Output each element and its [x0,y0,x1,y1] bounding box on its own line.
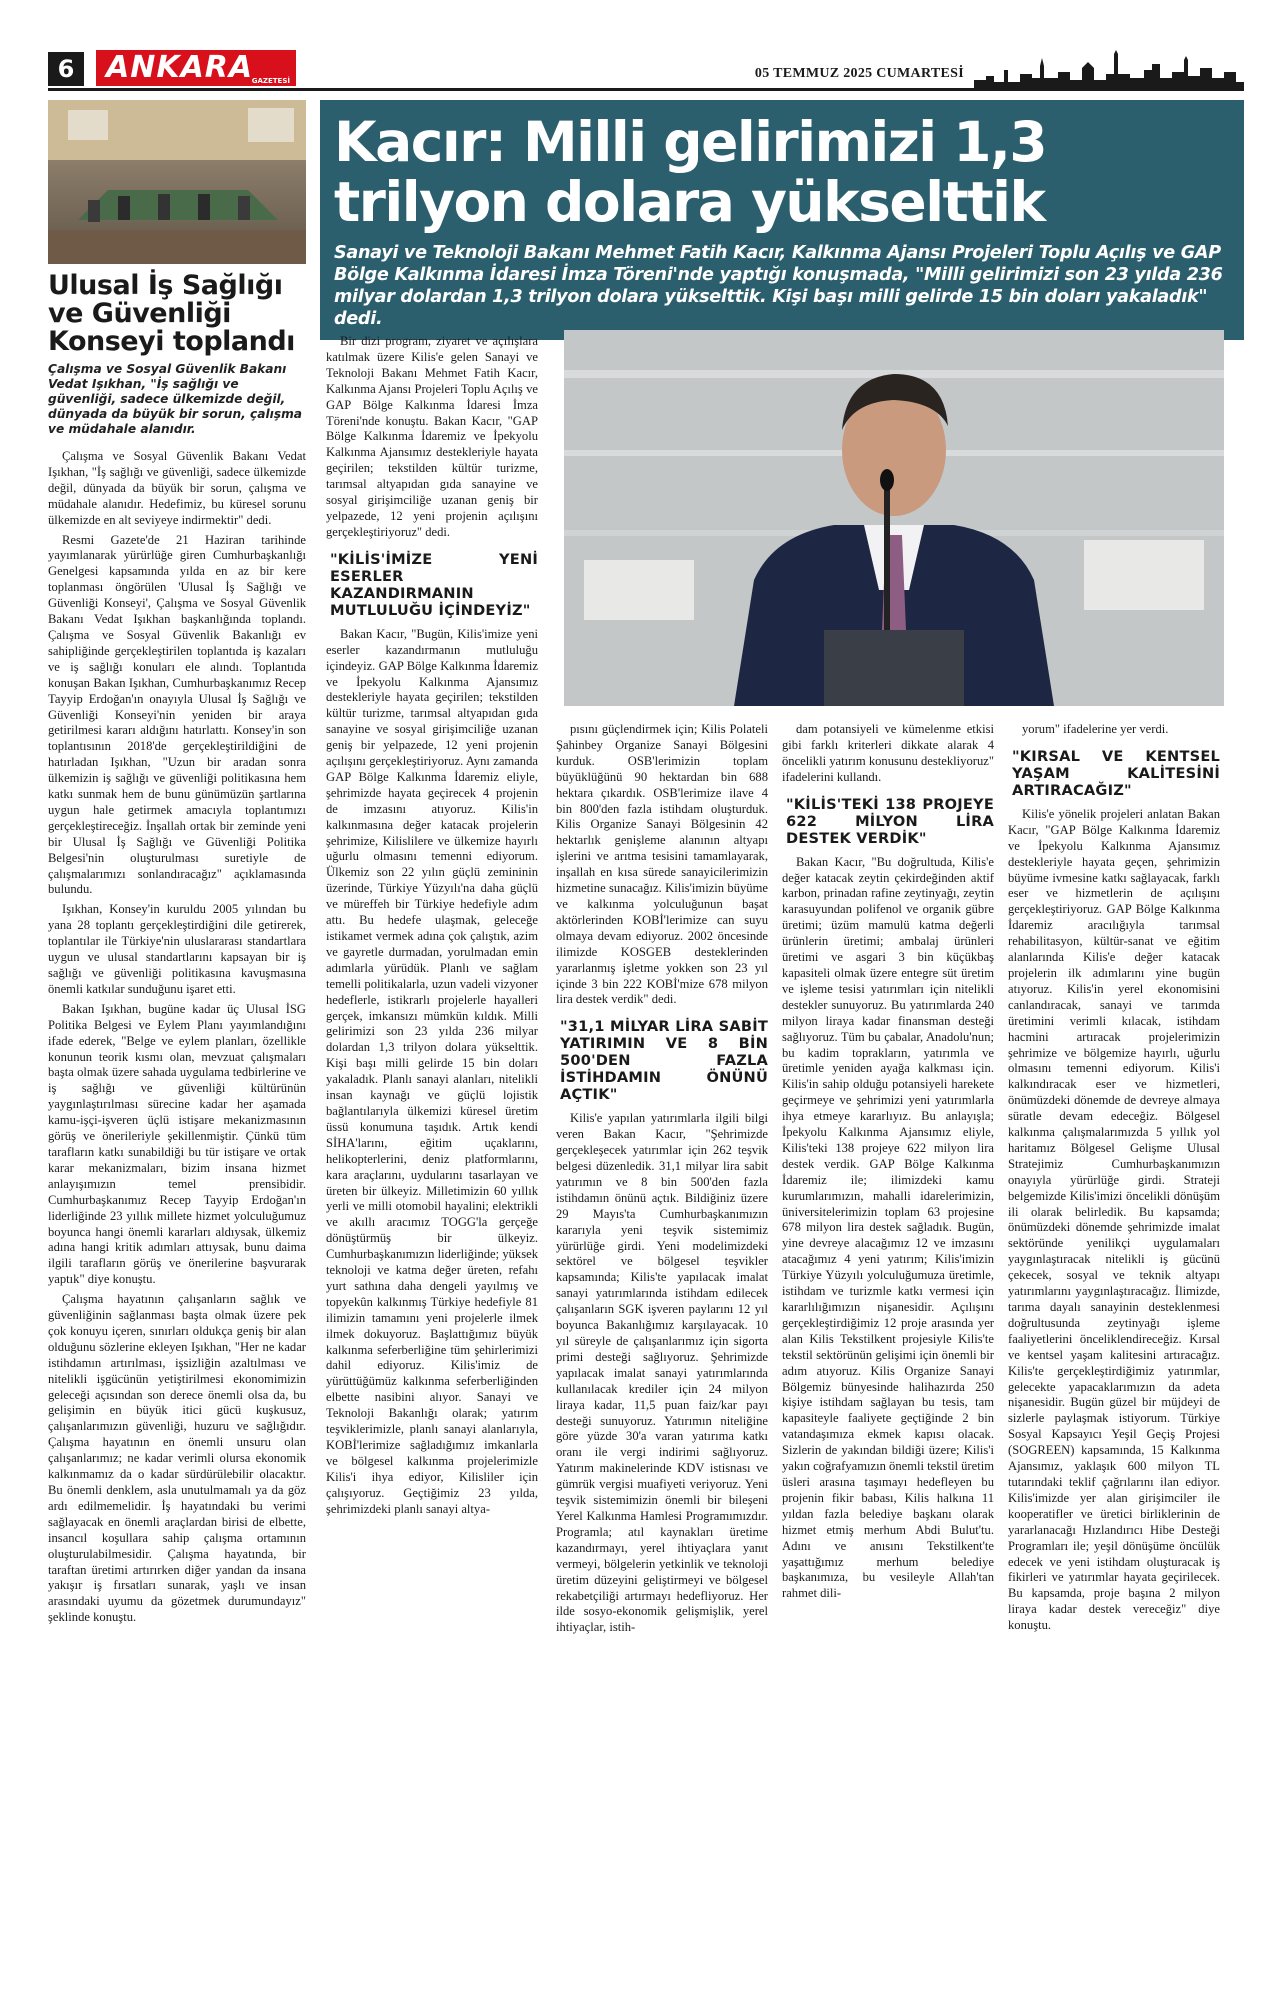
column-paragraph: Bakan Kacır, "Bugün, Kilis'imize yeni eserler kazandırmanın mutluluğu içindeyiz. GAP Bölge Kalkınma İdaremiz ve İpekyolu Kalkınma Ajansımız destekleriyle hayata geçirilen; tekstilden kültür turizme, tarımsal altyapıdan gıda sanayine ve sosyal girişimciliğe uzanan geniş bir yelpazede, 12 yeni projenin açılışını gerçekleştiriyoruz. Aynı zamanda GAP Bölge Kalkınma İdaremiz eliyle, şehrimizde hayata geçirecek 4 projenin de imzasını atıyoruz. Kilis'in kalkınmasına değer katacak projelerin şehrimize, Kilislilere ve ülkemize hayırlı uğurlu olmasını temenni ediyorum. Ülkemiz son 22 yılın güçlü zemininin üzerinde, Türkiye Yüzyılı'na daha güçlü ve müreffeh bir Türkiye hedefiyle adım attı. Bu hedefe ulaşmak, geleceğe istikamet vermek adına çok çalıştık, azim ve gayretle durmadan, yorulmadan emin adımlarla yürüdük. Planlı ve sağlam temelli politikalarla, uzun vadeli vizyoner hedeflerle, istikrarlı projelerle hayalleri gerçek, imkansızı mümkün kıldık. Milli gelirimizi son 23 yılda 236 milyar dolardan 1,3 trilyon dolara yükselttik. Kişi başı milli gelirde 15 bin doları yakaladık. Planlı sanayi alanları, nitelikli insan kaynağı ve güçlü lojistik bağlantılarıyla ülkemizi küresel üretim üssü konumuna taşıdık. Artık kendi SİHA'larını, eğitim uçaklarını, helikopterlerini, deniz platformlarını, kara araçlarını, uydularını tasarlayan ve üreten bir ülkeyiz. Milletimizin 60 yıllık yerli ve milli otomobil hayalini; elektrikli ve akıllı aracımız TOGG'la gerçeğe dönüştürmüş bir ülkeyiz. Cumhurbaşkanımızın liderliğinde; yüksek teknoloji ve katma değer üreten, refahı yurt sathına daha dengeli yayılmış ve topyekûn kalkınmış Türkiye hedefiyle 81 ilimizin tamamını yeni projelerle ilmek ilmek dokuyoruz. Başlattığımız büyük kalkınma seferberliğine tüm şehirlerimizi dahil ediyoruz. Kilis'imiz de yürüttüğümüz kalkınma seferberliğinden elbette nasibini alıyor. Sanayi ve Teknoloji Bakanlığı olarak; yatırım teşviklerimizle, planlı sanayi alanlarıyla, KOBİ'lerimize sağladığımız imkanlarla ve bölgesel kalkınma projelerimizle Kilis'i ihya ediyor, Kilisliler için çalışıyoruz. Geçtiğimiz 23 yılda, şehrimizdeki planlı sanayi altya- [326,626,538,1516]
column-paragraph: Bir dizi program, ziyaret ve açılışlara katılmak üzere Kilis'e gelen Sanayi ve Teknoloji Bakanı Mehmet Fatih Kacır, Kalkınma Ajansı Projeleri Toplu Açılış ve GAP Bölge Kalkınma İdaresi İmza Töreni'nde konuştu. Bakan Kacır, "GAP Bölge Kalkınma İdaremiz ve İpekyolu Kalkınma Ajansımız destekleriyle hayata geçirilen; tekstilden kültür turizme, tarımsal altyapıdan gıda sanayine ve sosyal girişimciliğe uzanan geniş bir yelpazede, 12 yeni projenin açılışını gerçekleştiriyoruz" dedi. [326,334,538,539]
column-paragraph: dam potansiyeli ve kümelenme etkisi gibi farklı kriterleri dikkate alarak 4 öncelikli yatırım konusunu destekliyoruz" ifadelerini kullandı. [782,722,994,784]
article-column-3 [782,718,994,1602]
left-article-title: Ulusal İş Sağlığı ve Güvenliği Konseyi toplandı [48,270,295,357]
left-article [48,100,306,1626]
page-number: 6 [48,52,84,86]
left-article-lead: Çalışma ve Sosyal Güvenlik Bakanı Vedat Işıkhan, "İş sağlığı ve güvenliği, sadece ülkemizde değil, dünyada da büyük bir sorun, çalışma ve müdahale alanıdır. [48,362,302,436]
article-column-4 [1008,718,1220,1634]
left-paragraph: Resmi Gazete'de 21 Haziran tarihinde yayımlanarak yürürlüğe giren Cumhurbaşkanlığı Genelgesi kapsamında yılda en az bir kere toplanması öngörülen 'Ulusal İş Sağlığı ve Güvenliği Konseyi', Çalışma ve Sosyal Güvenlik Bakanı Vedat Işıkhan başkanlığında toplandı. Çalışma ve Sosyal Güvenlik Bakanlığı ev sahipliğinde gerçekleştirilen toplantıda iş kazaları ve iş sağlığı konuları ele alındı. Toplantıda konuşan Bakan Işıkhan, Cumhurbaşkanımız Recep Tayyip Erdoğan'ın onayıyla Ulusal İş Sağlığı ve Güvenliği Konseyi'nin yeniden bir araya getirilmesi kararı aldığını hatırlattı. Konsey'in son toplantısının 2018'de gerçekleştirildiğini de hatırladan Işıkhan, "Uzun bir aradan sonra ülkemizin iş sağlığı ve güvenliği politikasına hem katkı sunmak hem de bunu günümüzün şartlarına uygun hale getirmek amacıyla toplantımızı gerçekleştireceğiz. İnşallah ortak bir zeminde yeni bir Ulusal İş Sağlığı ve Güvenliği Politika Belgesi'nin oluşturulması suretiyle de çalışmalarımızı sonlandıracağız" açıklamasında bulundu. [48,532,306,897]
logo-subtext: GAZETESİ [251,77,290,85]
meeting-room-illustration [48,100,306,264]
newspaper-logo [96,50,296,86]
column-paragraph: Kilis'e yönelik projeleri anlatan Bakan Kacır, "GAP Bölge Kalkınma İdaremiz ve İpekyolu Kalkınma Ajansımız destekleriyle hayata geçen, şehrimizin büyüme ivmesine katkı sağlayacak, farklı eser ve hizmetlerin de açılışını gerçekleştiriyoruz. GAP Bölge Kalkınma İdaremiz aracılığıyla tarımsal rehabilitasyon, kültür-sanat ve eğitim alanlarında Kilis'e değer katacak projelerin ilk adımlarını yine bugün atıyoruz. Kilis'in yerel ekonomisini canlandıracak, sanayi ve tarımda üretimini verimli kılacak, istihdam hacmini artıracak projelerimizin şehrimize ve bölgemize hayırlı, uğurlu olmasını temenni ediyorum. Kilis'i kalkındıracak eser ve hizmetleri, önümüzdeki dönemde de devreye almaya süratle devam edeceğiz. Bölgesel kalkınma çalışmalarımızda 5 yıllık yol haritamız Bölgesel Gelişme Ulusal Stratejimiz Cumhurbaşkanımızın onayıyla yürürlüğe girdi. Strateji belgemizde Kilis'imizi öncelikli dönüşüm ili olarak belirledik. Bu kapsamda; önümüzdeki dönemde şehrimizde imalat sektöründe yenilikçi uygulamaları yaygınlaştıracak nitelikli iş gücünü çekecek, sosyal ve teknik altyapı yatırımlarını yaygınlaştıracağız. İlimizde, tarıma dayalı sanayinin desteklenmesi doğrultusunda zeytinyağı işleme faaliyetlerini önceliklendireceğiz. Kırsal ve kentsel yaşam kalitesini artıracağız. Kilis'te gerçekleştirdiğimiz yatırımlar, gelecekte yapacaklarımızın da adeta nişanesidir. Bugün güzel bir müjdeyi de sizlerle paylaşmak istiyorum. Türkiye Sosyal Kapsayıcı Yeşil Geçiş Projesi (SOGREEN) kapsamında, 15 Kalkınma Ajansımız, yaklaşık 600 milyon TL tutarındaki teklif çağrılarını ilan ediyor. Kilis'imizde yer alan girişimciler ile kooperatifler ve üretici birliklerinin de yararlanacağı Hızlandırıcı Hibe Desteği Programları ile; yeşil dönüşüme öncülük edecek ve yeni istihdam oluşturacak iş fikirleri ve yatırımlar hayata geçirilecek. Bu kapsamda, proje başına 2 milyon liraya kadar destek vereceğiz" diye konuştu. [1008,806,1220,1633]
article-column-1 [326,330,538,1518]
masthead [48,48,1244,88]
issue-date: 05 TEMMUZ 2025 CUMARTESİ [754,66,964,81]
council-meeting-photo [48,100,306,264]
article-column-2 [556,718,768,1636]
column-paragraph: yorum" ifadelerine yer verdi. [1022,722,1169,736]
main-article [320,100,1244,1635]
main-subheadline: Sanayi ve Teknoloji Bakanı Mehmet Fatih Kacır, Kalkınma Ajansı Projeleri Toplu Açılış ve GAP Bölge Kalkınma İdaresi İmza Töreni'nde yaptığı konuşmada, "Milli gelirimizi son 23 yılda 236 milyar dolardan 1,3 trilyon dolara yükselttik. Kişi başı milli gelirde 15 bin doları yakaladık" dedi. [334,243,1223,329]
left-article-body [48,449,306,1626]
column-paragraph: Bakan Kacır, "Bu doğrultuda, Kilis'e değer katacak zeytin çekirdeğinden aktif karbon, prinadan rafine zeytinyağı, zeytin karasuyundan polifenol ve organik gübre üretimi; üzüm mamulü katma değerli ürünlerin üretimi; ambalaj ürünleri üretimi ve asgari 3 bin küçükbaş kapasiteli olmak üzere entegre süt üretim ve işleme tesisi yatırımları için nitelikli destekler sunuyoruz. Bu yatırımlarda 240 milyon liraya kadar finansman desteği sağlıyoruz. Tüm bu çabalar, Anadolu'nun; bu kadim toprakların, yatırımla ve üretimle yeniden ayağa kalkması için. Kilis'in sahip olduğu potansiyeli harekete geçirmeye ve şehrimizi yeni yatırımlarla ihya etmeye kararlıyız. Bu anlayışla; İpekyolu Kalkınma Ajansımız eliyle, Kilis'teki 138 projeye 622 milyon lira destek verdik. GAP Bölge Kalkınma İdaremiz ile; ilimizdeki kamu kurumlarımızın, mahalli idarelerimizin, üniversitelerimizin toplam 63 projesine 678 milyon lira destek sağladık. Bugün, yine devreye alacağımız 12 ve imzasını atacağımız 4 yeni yatırım; Kilis'imizin Türkiye Yüzyılı yolculuğumuza üretimle, istihdam ve turizmle katkı vermesi için kararlılığımızın nişanesidir. Açılışını gerçekleştirdiğimiz 12 proje arasında yer alan Kilis Tekstilkent projesiyle Kilis'te tekstil sektörünün gelişimi için önemli bir adım atıyoruz. Kilis Organize Sanayi Bölgemiz bünyesinde halihazırda 250 kişiye istihdam sağlayan bu tesis, tam kapasiteyle faaliyete geçtiğinde 2 bin vatandaşımıza ekmek kapısı olacak. Sizlerin de yakından bildiği üzere; Kilis'i yakın coğrafyamızın önemli tekstil üretim üsleri arasına taşımayı hedefleyen bu projenin fikir babası, Kilis halkına 11 yıldan fazla belediye başkanı olarak hizmet etmiş merhum Abdi Bulut'tu. Adını ve anısını Tekstilkent'te yaşattığımız merhum belediye başkanımıza, bu vesileyle Allah'tan rahmet dili- [782,854,994,1601]
headline-banner [320,100,1244,340]
logo-text: ANKARA [106,50,254,85]
city-skyline-icon [974,48,1244,88]
left-paragraph: Bakan Işıkhan, bugüne kadar üç Ulusal İSG Politika Belgesi ve Eylem Planı yayımlandığını ifade ederek, "Belge ve eylem planları, özellikle konunun teorik kısmı olan, mevzuat çalışmaları başta olmak üzere sahada uygulama tedbirlerine ve iş sağlığı ve güvenliği kültürünün yaygınlaştırılması sürecine kadar her aşamada kamu-işçi-işveren üçlü istişare mekanizmasının görüş ve önerileriyle şekillenmiştir. Çünkü tüm tarafların katkı sunabildiği bu tür istişare ve ortak karar mekanizmaları, bizim insana hizmet anlayışımızın temel prensibidir. Cumhurbaşkanımız Recep Tayyip Erdoğan'ın liderliğinde 23 yıllık millete hizmet yolculuğumuz boyunca hangi önemli kararları aldıysak, ülkemiz adına hangi kritik adımları attıysak, bunu daima ilgili tarafların görüş ve önerilerine başvurarak yaptık" diye konuştu. [48,1001,306,1287]
column-paragraph: Kilis'e yapılan yatırımlarla ilgili bilgi veren Bakan Kacır, "Şehrimizde gerçekleşecek yatırımlar için 262 teşvik belgesi düzenledik. 31,1 milyar lira sabit yatırımın ve 8 bin 500'den fazla istihdamın önünü açtık. Bildiğiniz üzere 29 Mayıs'ta Cumhurbaşkanımızın kararıyla yeni teşvik sistemimiz yürürlüğe girdi. Yeni modelimizdeki sektörel ve bölgesel teşvikler kapsamında; Kilis'te yapılacak imalat sanayi yatırımlarında istihdam edilecek çalışanların SGK işveren paylarını 12 yıl boyunca Bakanlığımız karşılayacak. 10 yıl süreyle de çalışanlarımız için sigorta primi desteği sağlıyoruz. Şehrimizde yapılacak imalat sanayi yatırımlarında kullanılacak krediler için 24 milyon liraya kadar, 11,5 puan faiz/kar payı desteği sunuyoruz. Yatırımın niteliğine göre yüzde 30'a varan yatırıma katkı oranı ile vergi indirimi sağlıyoruz. Yatırım makinelerinde KDV istisnası ve gümrük vergisi muafiyeti veriyoruz. Yeni teşvik sistemimizin önemli bir bileşeni Yerel Kalkınma Hamlesi Programımızdır. Programla; atıl kaynakları üretime kazandırmayı, yerel ihtiyaçlara yanıt vermeyi, bölgelerin yetkinlik ve teknoloji üretim düzeyini geliştirmeyi ve bölgesel rekabetçiliği artırmayı hedefliyoruz. Her ilde sosyo-ekonomik gelişmişlik, yerel ihtiyaçlar, istih- [556,1111,768,1635]
column-subhead: "KİLİS'TEKİ 138 PROJEYE 622 MİLYON LİRA DESTEK VERDİK" [786,795,994,847]
minister-speaking-photo [564,330,1224,706]
minister-illustration [564,330,1224,706]
column-paragraph: pısını güçlendirmek için; Kilis Polateli Şahinbey Organize Sanayi Bölgesini kurduk. OSB'lerimizin toplam büyüklüğünü 90 hektardan bin 688 hektara çıkardık. OSB'lerimize ilave 4 bin 800'den fazla istihdam oluşturduk. Kilis Organize Sanayi Bölgesinin 42 hektarlık genişleme alanının altyapı işlerini ve arıtma tesisini tamamlayarak, inşallah en kısa sürede sanayicilerimizin hizmetine sunacağız. Kilis'imizin büyüme ve kalkınma yolculuğunun başat aktörlerinden KOBİ'lerimize can suyu olmaya devam ediyoruz. 2002 öncesinde ilimizde KOSGEB desteklerinden yararlanmış işletme yokken son 23 yıl içinde 3 bin 222 KOBİ'mize 678 milyon lira destek verdik" dedi. [556,722,768,1007]
left-paragraph: Çalışma ve Sosyal Güvenlik Bakanı Vedat Işıkhan, "İş sağlığı ve güvenliği, sadece ülkemizde değil, dünyada da büyük bir sorun, çalışma ve müdahale alanıdır. Hedefimiz, bu küresel sorunu ülkemizde en alt seviyeye indirmektir" dedi. [48,449,306,527]
left-paragraph: Işıkhan, Konsey'in kuruldu 2005 yılından bu yana 28 toplantı gerçekleştirdiğini dile getirerek, toplantılar ile Türkiye'nin uluslararası standartlara uygun ve ulusal standartlarını kapsayan bir iş sağlığı ve güvenliği politikasına kavuşmasına önemli katkılar sunduğunu işaret etti. [48,902,306,996]
left-paragraph: Çalışma hayatının çalışanların sağlık ve güvenliğinin sağlanması başta olmak üzere pek çok konuyu içeren, sınırları oldukça geniş bir alan olduğunu sözlerine ekleyen Işıkhan, "Her ne kadar istihdamın artırılması, işsizliğin azaltılması ve nitelikli işgücünün yetiştirilmesi ekonomimizin geleceği açısından son derece önemli olsa da, bu gelişimin en büyük itici gücü kuşkusuz, çalışanlarımızın güvenliği, huzuru ve sağlığıdır. Çalışma hayatının en önemli unsuru olan çalışanlarımız; ne kadar verimli olursa ekonomik kalkınmamız da o kadar sürdürülebilir olacaktır. Bu önemli denklem, asla unutulmamalı ya da göz ardı edilmemelidir. İş hayatındaki bu verimi sağlayacak en önemli araçlardan birisi de elbette, insancıl koşullara sahip çalışma ortamının oluşturulabilmesidir. Çalışma hayatında, bir taraftan üretimi artırırken diğer yandan da insana yakışır iş fırsatları sunarak, yaşlı ve insan arasındaki uyumu da gözetmek durumundayız" şeklinde konuştu. [48,1292,306,1625]
column-subhead: "31,1 MİLYAR LİRA SABİT YATIRIMIN VE 8 BİN 500'DEN FAZLA İSTİHDAMIN ÖNÜNÜ AÇTIK" [560,1018,768,1104]
header-divider [48,88,1244,91]
column-subhead: "KİLİS'İMİZE YENİ ESERLER KAZANDIRMANIN MUTLULUĞU İÇİNDEYİZ" [330,550,538,619]
column-subhead: "KIRSAL VE KENTSEL YAŞAM KALİTESİNİ ARTIRACAĞIZ" [1012,747,1220,799]
main-headline: Kacır: Milli gelirimizi 1,3 trilyon dolara yükselttik [334,110,1047,234]
